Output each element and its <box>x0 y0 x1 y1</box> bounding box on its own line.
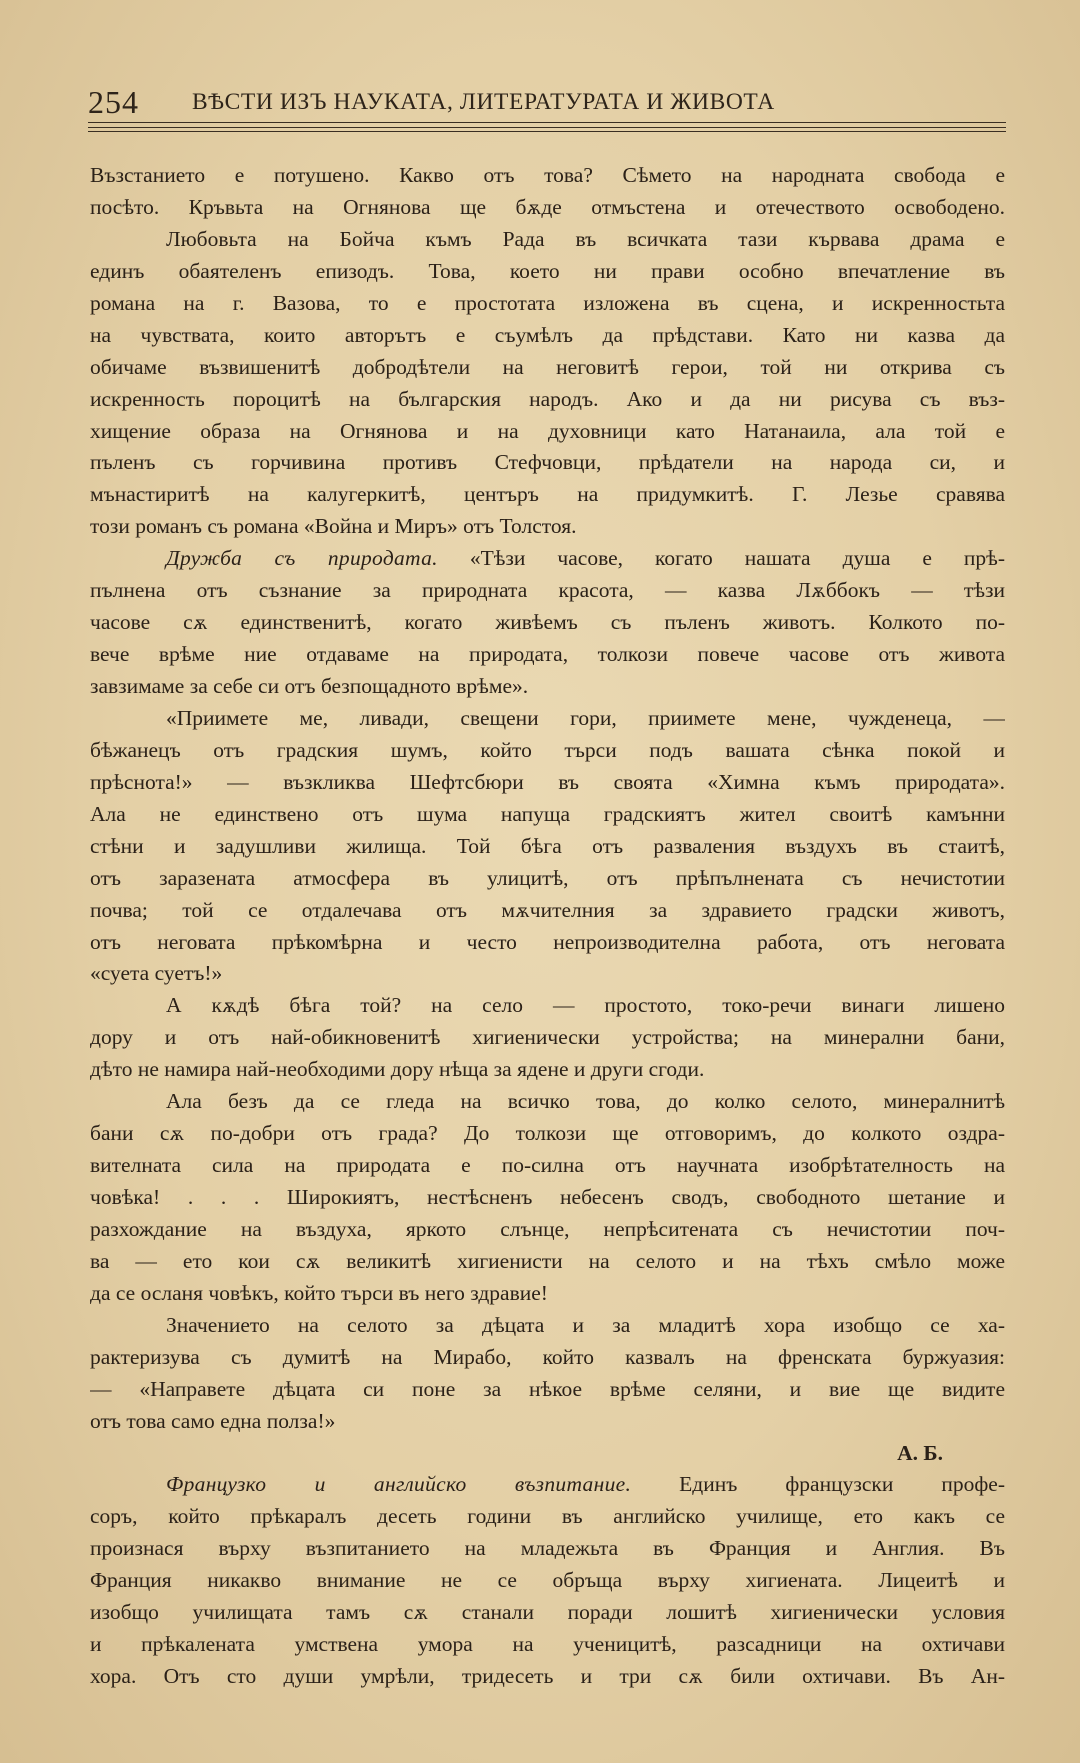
text-line <box>90 1501 1005 1533</box>
line-text: изобщо училищата тамъ сѫ станали поради лошитѣ хигиенически условия <box>90 1600 1005 1625</box>
line-text: Франция никакво внимание не се обръща върху хигиената. Лицеитѣ и <box>90 1568 1005 1593</box>
line-text: да се осланя човѣкъ, който търси въ него здравие! <box>90 1280 548 1305</box>
text-line <box>90 1086 1005 1118</box>
text-line <box>90 256 1005 288</box>
line-text: бѣжанецъ отъ градския шумъ, който търси подъ вашата сѣнка покой и <box>90 737 1005 762</box>
text-line <box>90 831 1005 863</box>
text-line <box>90 1118 1005 1150</box>
line-text: прѣснота!» — възкликва Шефтсбюри въ своята «Химна къмъ природата». <box>90 769 1005 794</box>
text-line <box>90 1342 1005 1374</box>
section-title: Дружба съ природата. <box>166 546 438 571</box>
line-text: Ала не единствено отъ шума напуща градскиятъ жител своитѣ камънни <box>90 801 1005 826</box>
text-line <box>90 799 1005 831</box>
text-line <box>90 416 1005 448</box>
text-line <box>90 543 1005 575</box>
line-text: «Приимете ме, ливади, свещени гори, приимете мене, чужденеца, — <box>166 705 1005 730</box>
line-text: вителната сила на природата е по-силна отъ научната изобрѣтателность на <box>90 1153 1005 1178</box>
text-line <box>90 1214 1005 1246</box>
text-line <box>90 160 1005 192</box>
running-title: ВѢСТИ ИЗЪ НАУКАТА, ЛИТЕРАТУРАТА И ЖИВОТА <box>192 89 775 115</box>
text-line <box>90 958 1005 990</box>
text-line <box>90 990 1005 1022</box>
text-line <box>90 1597 1005 1629</box>
line-text: на чувствата, които авторътъ е съумѣлъ да прѣдстави. Като ни казва да <box>90 322 1005 347</box>
text-line <box>90 639 1005 671</box>
line-text: почва; той се отдалечава отъ мѫчителния за здравието градски животъ, <box>90 897 1005 922</box>
line-text: Възстанието е потушено. Какво отъ това? Сѣмето на народната свобода е <box>90 163 1005 187</box>
text-line <box>90 1565 1005 1597</box>
text-line <box>90 1469 1005 1501</box>
line-text: завзимаме за себе си отъ безпощадното врѣме». <box>90 674 529 698</box>
line-text: хищение образа на Огнянова и на духовници като Натанаила, ала той е <box>90 418 1005 443</box>
line-text: бани сѫ по-добри отъ града? До толкози ще отговоримъ, до колкото оздра- <box>90 1121 1005 1146</box>
line-text: пъленъ съ горчивина противъ Стефчовци, прѣдатели на народа си, и <box>90 450 1005 475</box>
line-text: отъ заразената атмосфера въ улицитѣ, отъ прѣпълнената съ нечистотии <box>90 865 1005 890</box>
line-text: Ала безъ да се гледа на всичко това, до колко селото, минералнитѣ <box>166 1089 1005 1114</box>
page-header <box>88 80 1008 124</box>
text-line <box>90 384 1005 416</box>
text-line <box>90 192 1005 224</box>
line-text: «Тѣзи часове, когато нашата душа е прѣ- <box>437 546 1005 571</box>
page-number: 254 <box>88 84 139 120</box>
text-line <box>90 288 1005 320</box>
text-line <box>90 1022 1005 1054</box>
text-line <box>90 607 1005 639</box>
text-line <box>90 1150 1005 1182</box>
header-rule <box>88 122 1006 123</box>
signature <box>90 1438 1005 1470</box>
text-line <box>90 703 1005 735</box>
header-rule <box>88 131 1006 132</box>
text-line <box>90 1246 1005 1278</box>
line-text: А кѫдѣ бѣга той? на село — простото, токо-речи винаги лишено <box>166 993 1005 1018</box>
text-line <box>90 1406 1005 1438</box>
line-text: часове сѫ единственитѣ, когато живѣемъ съ пъленъ животъ. Колкото по- <box>90 610 1005 635</box>
text-line <box>90 767 1005 799</box>
text-line <box>90 1182 1005 1214</box>
line-text: мънастиритѣ на калугеркитѣ, центъръ на придумкитѣ. Г. Лезье сравява <box>90 482 1005 507</box>
line-text: дору и отъ най-обикновенитѣ хигиенически устройства; на минерални бани, <box>90 1025 1005 1050</box>
text-line <box>90 671 1005 703</box>
text-line <box>90 447 1005 479</box>
text-line <box>90 575 1005 607</box>
header-rule <box>88 127 1006 128</box>
line-text: пълнена отъ съзнание за природната красота, — казва Лѫббокъ — тѣзи <box>90 578 1005 603</box>
line-text: човѣка! . . . Широкиятъ, нестѣсненъ небесенъ сводъ, свободното шетание и <box>90 1185 1005 1209</box>
text-line <box>90 1054 1005 1086</box>
line-text: вече врѣме ние отдаваме на природата, толкози повече часове отъ живота <box>90 642 1005 667</box>
line-text: разхождание на въздуха, яркото слънце, непрѣситената съ нечистотии поч- <box>90 1216 1005 1241</box>
text-line <box>90 895 1005 927</box>
line-text: соръ, който прѣкаралъ десеть години въ английско училище, ето какъ се <box>90 1504 1005 1529</box>
line-text: посѣто. Кръвьта на Огнянова ще бѫде отмъстена и отечеството освободено. <box>90 194 1005 219</box>
line-text: Единъ французски профе- <box>631 1472 1005 1497</box>
line-text: хора. Отъ сто души умрѣли, тридесеть и три сѫ били охтичави. Въ Ан- <box>90 1664 1005 1689</box>
text-line <box>90 1629 1005 1661</box>
line-text: този романъ съ романа «Война и Миръ» отъ Толстоя. <box>90 514 577 539</box>
line-text: стѣни и задушливи жилища. Той бѣга отъ разваления въздухъ въ стаитѣ, <box>90 833 1005 858</box>
body-text <box>90 160 1005 1693</box>
line-text: ва — ето кои сѫ великитѣ хигиенисти на селото и на тѣхъ смѣло може <box>90 1248 1005 1273</box>
line-text: отъ това само една полза!» <box>90 1408 336 1433</box>
text-line <box>90 1278 1005 1310</box>
text-line <box>90 1661 1005 1693</box>
text-line <box>90 320 1005 352</box>
text-line <box>90 511 1005 543</box>
text-line <box>90 352 1005 384</box>
text-line <box>90 863 1005 895</box>
line-text: произнася върху възпитанието на младежьта въ Франция и Англия. Въ <box>90 1536 1005 1561</box>
line-text: А. Б. <box>897 1440 943 1465</box>
text-line <box>90 735 1005 767</box>
text-line <box>90 224 1005 256</box>
text-line <box>90 479 1005 511</box>
line-text: единъ обаятеленъ епизодъ. Това, което ни прави особно впечатление въ <box>90 258 1005 283</box>
line-text: обичаме възвишенитѣ добродѣтели на неговитѣ герои, той ни открива съ <box>90 354 1005 379</box>
line-text: рактеризува съ думитѣ на Мирабо, който казвалъ на френската буржуазия: <box>90 1344 1005 1369</box>
line-text: Любовьта на Бойча къмъ Рада въ всичката тази кървава драма е <box>166 226 1005 251</box>
line-text: «суета суетъ!» <box>90 961 223 986</box>
line-text: искренность пороцитѣ на българския народъ. Ако и да ни рисува съ въз- <box>90 386 1005 411</box>
line-text: романа на г. Вазова, то е простотата изложена въ сцена, и искренностьта <box>90 290 1005 315</box>
text-line <box>90 1374 1005 1406</box>
line-text: и прѣкалената умствена умора на ученицитѣ, разсадници на охтичави <box>90 1632 1005 1657</box>
section-title: Французко и английско възпитание. <box>166 1472 632 1497</box>
line-text: отъ неговата прѣкомѣрна и често непроизводителна работа, отъ неговата <box>90 929 1005 954</box>
text-line <box>90 927 1005 959</box>
line-text: — «Направете дѣцата си поне за нѣкое врѣме селяни, и вие ще видите <box>90 1376 1005 1401</box>
line-text: дѣто не намира най-необходими дору нѣща за ядене и други сгоди. <box>90 1057 705 1082</box>
line-text: Значението на селото за дѣцата и за младитѣ хора изобщо се ха- <box>166 1312 1005 1337</box>
text-line <box>90 1533 1005 1565</box>
text-line <box>90 1310 1005 1342</box>
